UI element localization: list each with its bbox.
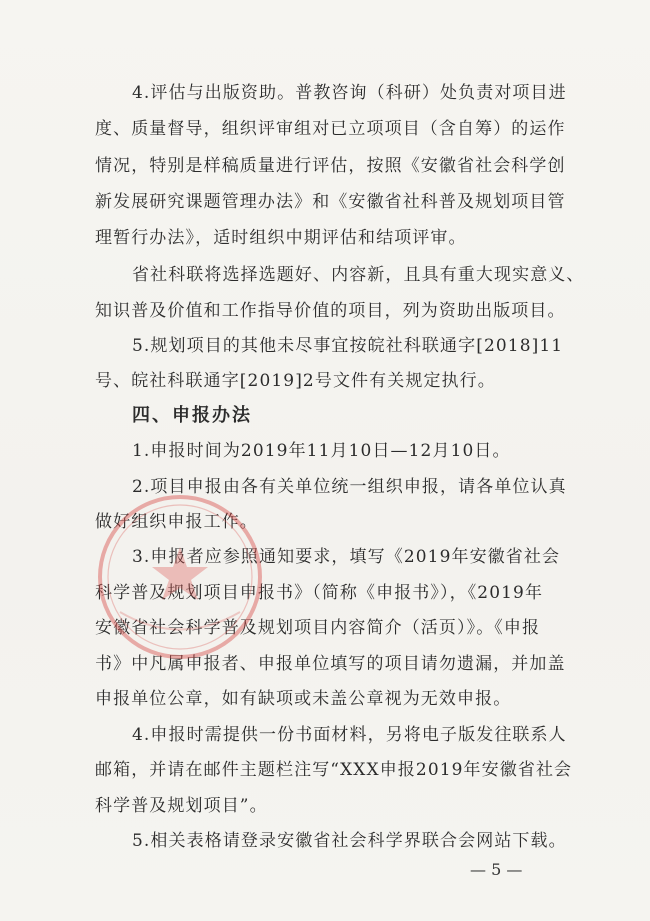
text-line: 新发展研究课题管理办法》和《安徽省社科普及规划项目管 [95,192,566,212]
text-line: 度、质量督导，组织评审组对已立项项目（含自筹）的运作 [95,119,566,139]
text-line: 4.申报时需提供一份书面材料，另将电子版发往联系人 [132,725,567,745]
page-number: — 5 — [470,860,523,879]
text-line: 科学普及规划项目申报书》（简称《申报书》），《2019年 [95,583,544,603]
text-line: 3.申报者应参照通知要求，填写《2019年安徽省社会 [132,547,561,567]
text-line: 4.评估与出版资助。普教咨询（科研）处负责对项目进 [132,83,567,103]
text-line: 邮箱，并请在邮件主题栏注写“XXX申报2019年安徽省社会 [95,760,573,780]
text-line: 安徽省社会科学普及规划项目内容简介（活页）》。《申报 [95,618,541,638]
text-line: 理暂行办法》，适时组织中期评估和结项评审。 [95,228,467,248]
text-line: 1.申报时间为2019年11月10日—12月10日。 [132,441,511,461]
text-line: 申报单位公章，如有缺项或未盖公章视为无效申报。 [95,689,512,709]
text-line: 情况，特别是样稿质量进行评估，按照《安徽省社会科学创 [95,156,566,176]
section-heading: 四、申报办法 [132,405,252,426]
text-line: 知识普及价值和工作指导价值的项目，列为资助出版项目。 [95,301,566,321]
text-line: 做好组织申报工作。 [95,512,258,532]
text-line: 科学普及规划项目”。 [95,796,268,816]
text-line: 书》中凡属申报者、申报单位填写的项目请勿遗漏，并加盖 [95,654,566,674]
text-line: 号、皖社科联通字[2019]2号文件有关规定执行。 [95,371,496,391]
text-line: 5.规划项目的其他未尽事宜按皖社科联通字[2018]11 [132,336,564,356]
text-line: 5.相关表格请登录安徽省社会科学界联合会网站下载。 [132,831,567,851]
text-line: 省社科联将选择选题好、内容新，且具有重大现实意义、 [132,265,585,285]
text-line: 2.项目申报由各有关单位统一组织申报，请各单位认真 [132,477,567,497]
